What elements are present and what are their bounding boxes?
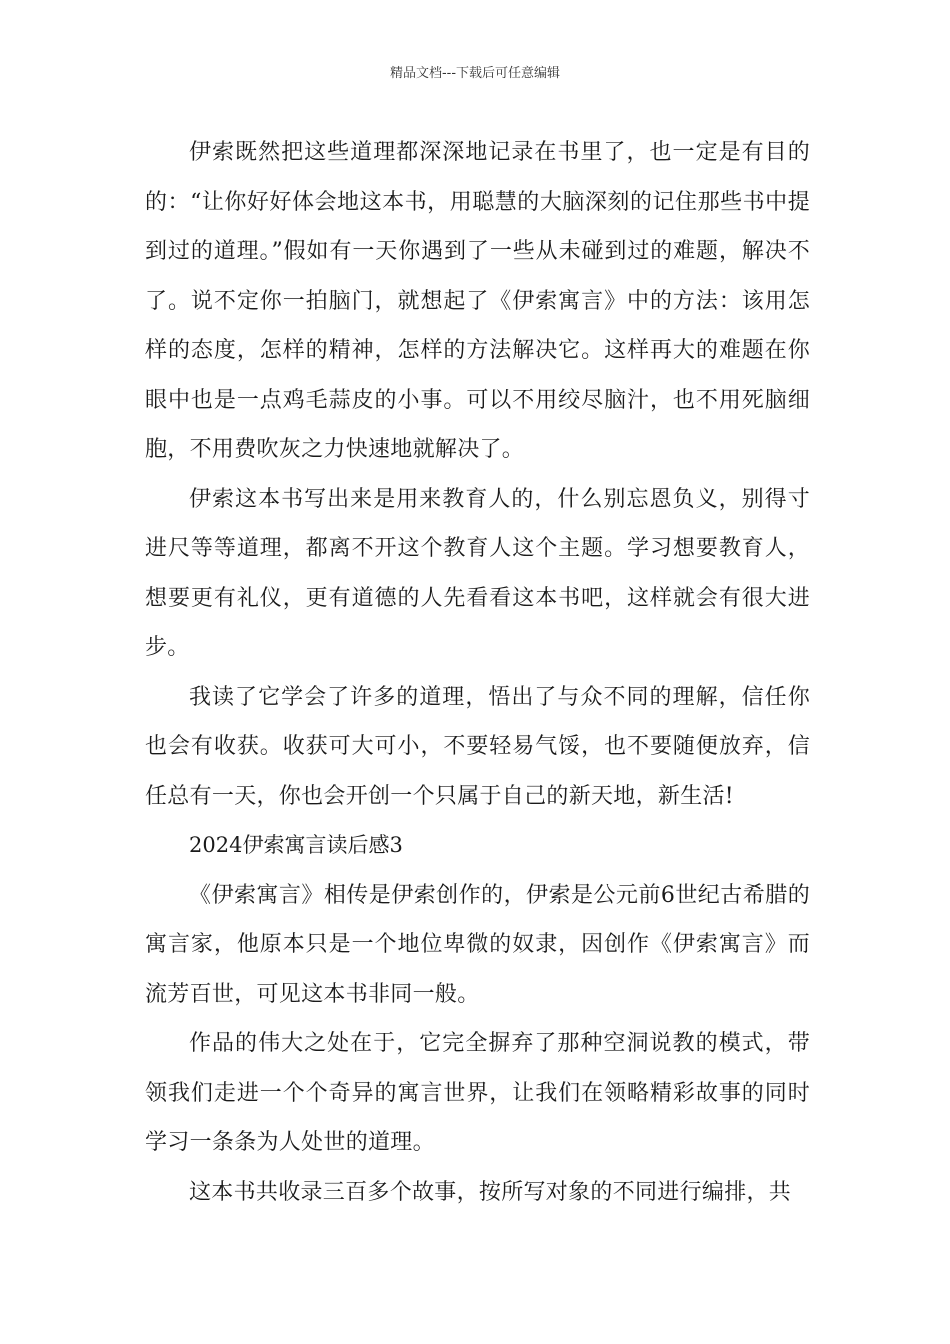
section-heading: 2024伊索寓言读后感3 (189, 833, 403, 857)
paragraph-6: 这本书共收录三百多个故事，按所写对象的不同进行编排，共 (189, 1179, 792, 1205)
paragraph-4: 《伊索寓言》相传是伊索创作的，伊索是公元前6世纪古希腊的寓言家，他原本只是一个地位卑微的奴隶，因创作《伊索寓言》而流芳百世，可见这本书非同一般。 (145, 882, 810, 1007)
paragraph-1: 伊索既然把这些道理都深深地记录在书里了，也一定是有目的的：“让你好好体会地这本书，用聪慧的大脑深刻的记住那些书中提到过的道理。”假如有一天你遇到了一些从未碰到过的难题，解决不了。说不定你一拍脑门，就想起了《伊索寓言》中的方法：该用怎样的态度，怎样的精神，怎样的方法解决它。这样再大的难题在你眼中也是一点鸡毛蒜皮的小事。可以不用绞尽脑汁，也不用死脑细胞，不用费吹灰之力快速地就解决了。 (145, 140, 810, 462)
document-body (145, 128, 810, 1217)
paragraph-3: 我读了它学会了许多的道理，悟出了与众不同的理解，信任你也会有收获。收获可大可小，不要轻易气馁，也不要随便放弃，信任总有一天，你也会开创一个只属于自己的新天地，新生活! (145, 684, 810, 809)
page-header: 精品文档---下载后可任意编辑 (389, 66, 561, 81)
paragraph-5: 作品的伟大之处在于，它完全摒弃了那种空洞说教的模式，带领我们走进一个个奇异的寓言世界，让我们在领略精彩故事的同时学习一条条为人处世的道理。 (145, 1031, 810, 1155)
paragraph-2: 伊索这本书写出来是用来教育人的，什么别忘恩负义，别得寸进尺等等道理，都离不开这个教育人这个主题。学习想要教育人，想要更有礼仪，更有道德的人先看看这本书吧，这样就会有很大进步。 (145, 486, 810, 660)
